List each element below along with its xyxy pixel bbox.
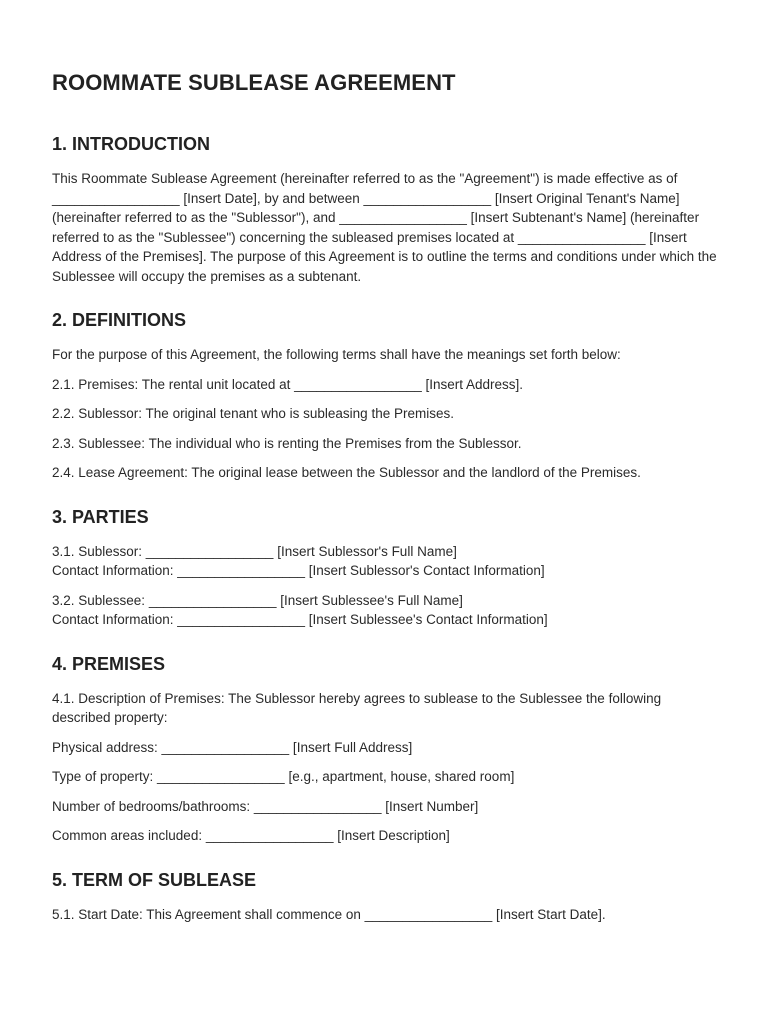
- section-heading-term: 5. TERM OF SUBLEASE: [52, 869, 257, 890]
- sublessor-contact-line: Contact Information: _________________ [Insert Sublessor's Contact Information]: [52, 563, 545, 578]
- section-heading-introduction: 1. INTRODUCTION: [52, 134, 211, 154]
- definition-item-premises: 2.1. Premises: The rental unit located at _________________ [Insert Address].: [52, 376, 524, 392]
- introduction-paragraph: This Roommate Sublease Agreement (hereinafter referred to as the "Agreement") is made effective as of _________________ [Insert Date], by and between _________________ [Insert Original Tenant's Name] (hereinafter referred to as the "Sublessor"), and _________________ [Insert Subtenant's Name] (hereinafter referred to as the "Sublessee") concerning the subleased premises located at _________________ [Insert Address of the Premises]. The purpose of this Agreement is to outline the terms and conditions under which the Sublessee will occupy the premises as a subtenant.: [52, 171, 717, 284]
- sublessor-name-line: 3.1. Sublessor: _________________ [Insert Sublessor's Full Name]: [52, 543, 457, 559]
- premises-type-of-property: Type of property: _________________ [e.g., apartment, house, shared room]: [52, 769, 515, 784]
- party-sublessor: [52, 542, 718, 581]
- section-heading-parties: 3. PARTIES: [52, 506, 149, 527]
- sublessee-contact-line: Contact Information: _________________ [Insert Sublessee's Contact Information]: [52, 612, 548, 627]
- premises-physical-address: Physical address: _________________ [Insert Full Address]: [52, 739, 413, 755]
- premises-bedrooms: Number of bedrooms/bathrooms: _________________ [Insert Number]: [52, 798, 479, 814]
- term-start-date: 5.1. Start Date: This Agreement shall commence on _________________ [Insert Start Date].: [52, 906, 606, 922]
- section-heading-premises: 4. PREMISES: [52, 653, 166, 674]
- document-title: ROOMMATE SUBLEASE AGREEMENT: [52, 70, 456, 95]
- sublessee-name-line: 3.2. Sublessee: _________________ [Insert Sublessee's Full Name]: [52, 592, 463, 608]
- party-sublessee: [52, 591, 718, 630]
- definitions-lead: For the purpose of this Agreement, the following terms shall have the meanings set forth below:: [52, 347, 621, 362]
- premises-description: 4.1. Description of Premises: The Sublessor hereby agrees to sublease to the Sublessee the following described property:: [52, 690, 662, 725]
- definition-item-sublessor: 2.2. Sublessor: The original tenant who is subleasing the Premises.: [52, 406, 454, 421]
- premises-common-areas: Common areas included: _________________ [Insert Description]: [52, 828, 450, 843]
- definition-item-lease-agreement: 2.4. Lease Agreement: The original lease between the Sublessor and the landlord of the Premises.: [52, 465, 641, 480]
- section-heading-definitions: 2. DEFINITIONS: [52, 310, 187, 330]
- definition-item-sublessee: 2.3. Sublessee: The individual who is renting the Premises from the Sublessor.: [52, 435, 522, 451]
